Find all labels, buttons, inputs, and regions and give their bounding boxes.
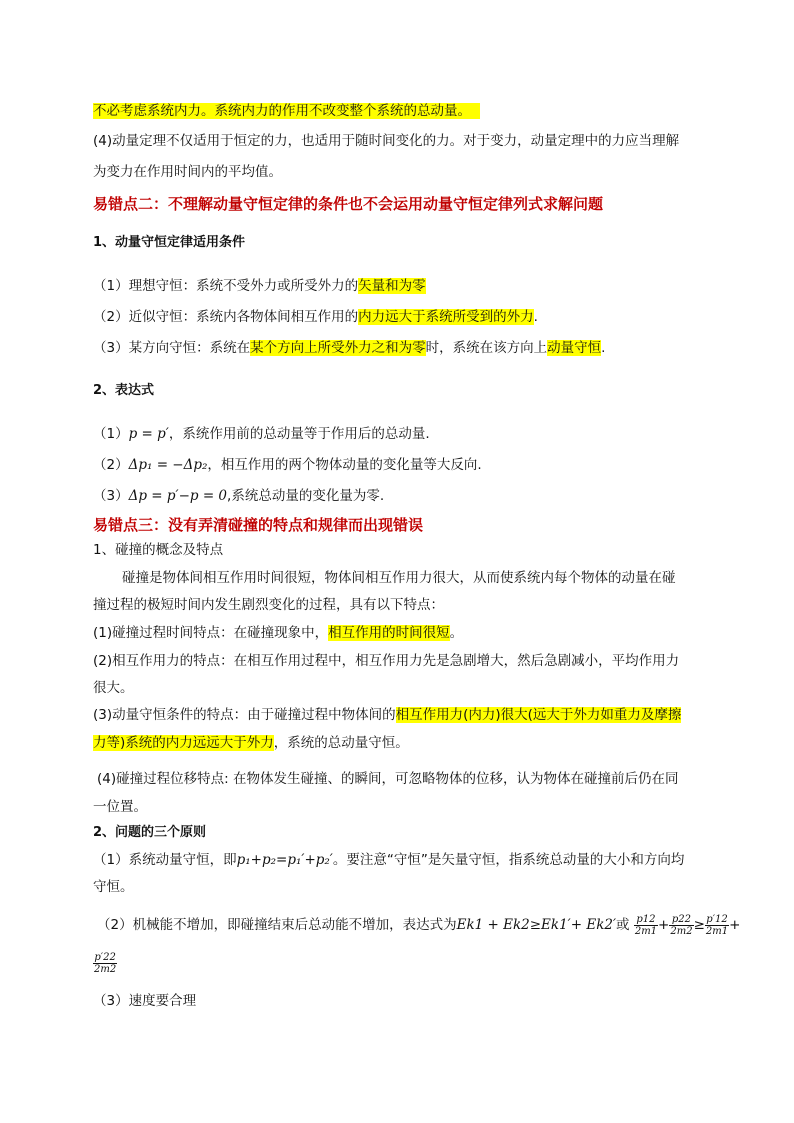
formula-line: （2）Δp₁ = −Δp₂，相互作用的两个物体动量的变化量等大反向. xyxy=(93,457,482,473)
math-expression: Ek1 + Ek2≥Ek1′+ Ek2′ xyxy=(456,917,617,933)
fraction: $\frac{p'22}{2m2}$ xyxy=(94,951,117,975)
paragraph-line: 守恒。 xyxy=(93,879,134,895)
paragraph-line: 撞过程的极短时间内发生剧烈变化的过程，具有以下特点： xyxy=(93,597,444,613)
math-expression: Δp = p′−p = 0 xyxy=(128,488,228,504)
list-item: （3）某方向守恒：系统在某个方向上所受外力之和为零时，系统在该方向上动量守恒. xyxy=(93,340,606,356)
subsection-title: 1、碰撞的概念及特点 xyxy=(93,542,224,558)
highlighted-text: 矢量和为零 xyxy=(358,278,426,294)
text-line xyxy=(93,101,480,121)
paragraph-line: （3）速度要合理 xyxy=(93,993,197,1009)
highlighted-text: 相互作用的时间很短 xyxy=(328,625,450,641)
highlighted-text: 相互作用力(内力)很大(远大于外力如重力及摩擦 xyxy=(395,707,682,723)
paragraph-line: (4)碰撞过程位移特点: 在物体发生碰撞、的瞬间，可忽略物体的位移，认为物体在碰撞前后仍在同 xyxy=(97,771,679,787)
fraction: $\frac{p22}{2m2}$ xyxy=(670,913,693,937)
paragraph-line: (2)相互作用力的特点：在相互作用过程中，相互作用力先是急剧增大，然后急剧减小，平均作用力 xyxy=(93,653,680,669)
fraction: $\frac{p12}{2m1}$ xyxy=(634,913,658,937)
text-line: 为变力在作用时间内的平均值。 xyxy=(93,164,282,180)
subsection-title: 2、表达式 xyxy=(93,383,155,398)
section-heading: 易错点二：不理解动量守恒定律的条件也不会运用动量守恒定律列式求解问题 xyxy=(93,195,604,213)
highlighted-text: 动量守恒 xyxy=(547,340,602,356)
math-expression: p₁+p₂=p₁′+p₂′ xyxy=(236,852,333,868)
subsection-title: 2、问题的三个原则 xyxy=(93,825,207,840)
subsection-title: 1、动量守恒定律适用条件 xyxy=(93,235,246,250)
paragraph-line: （1）系统动量守恒，即p₁+p₂=p₁′+p₂′。要注意“守恒”是矢量守恒，指系统总动量的大小和方向均 xyxy=(93,852,685,868)
paragraph-line: 很大。 xyxy=(93,680,134,696)
paragraph-line: 碰撞是物体间相互作用时间很短，物体间相互作用力很大，从而使系统内每个物体的动量在碰 xyxy=(122,570,676,586)
highlighted-text: 不必考虑系统内力。系统内力的作用不改变整个系统的总动量。 xyxy=(93,103,471,119)
math-expression: p = p′ xyxy=(128,426,169,442)
highlighted-text: 力等)系统的内力远远大于外力 xyxy=(93,735,274,751)
formula-line xyxy=(93,950,117,976)
formula-line: （3）Δp = p′−p = 0,系统总动量的变化量为零. xyxy=(93,488,385,504)
paragraph-line: (1)碰撞过程时间特点：在碰撞现象中，相互作用的时间很短。 xyxy=(93,625,464,641)
paragraph-line: (3)动量守恒条件的特点：由于碰撞过程中物体间的相互作用力(内力)很大(远大于外力如重力及摩擦 xyxy=(93,707,682,723)
list-item: （1）理想守恒：系统不受外力或所受外力的矢量和为零 xyxy=(93,278,426,294)
fraction: $\frac{p'12}{2m1}$ xyxy=(705,913,729,937)
formula-line: （1）p = p′，系统作用前的总动量等于作用后的总动量. xyxy=(93,426,430,442)
math-expression: Δp₁ = −Δp₂ xyxy=(128,457,208,473)
formula-line: （2）机械能不增加，即碰撞结束后总动能不增加，表达式为Ek1 + Ek2≥Ek1′+ Ek2′或 $\frac{p12}{2m1}$ + $\frac{p22}{2m2}$ ≥ $\frac{p'12}{2m1}$ + xyxy=(97,913,741,937)
paragraph-line: 一位置。 xyxy=(93,799,147,815)
section-heading: 易错点三：没有弄清碰撞的特点和规律而出现错误 xyxy=(93,516,424,534)
paragraph-line: 力等)系统的内力远远大于外力，系统的总动量守恒。 xyxy=(93,735,409,751)
text-line: (4)动量定理不仅适用于恒定的力，也适用于随时间变化的力。对于变力，动量定理中的力应当理解 xyxy=(93,133,680,149)
highlighted-text: 某个方向上所受外力之和为零 xyxy=(250,340,426,356)
list-item: （2）近似守恒：系统内各物体间相互作用的内力远大于系统所受到的外力. xyxy=(93,309,538,325)
highlighted-text: 内力远大于系统所受到的外力 xyxy=(358,309,534,325)
